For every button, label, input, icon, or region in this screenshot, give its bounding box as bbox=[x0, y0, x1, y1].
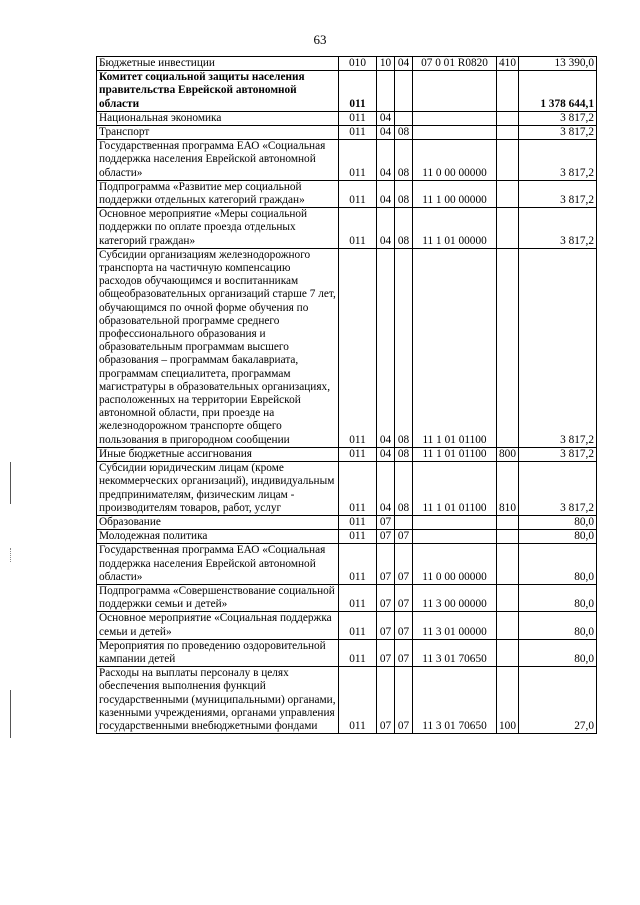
section-code: 07 bbox=[377, 667, 395, 734]
row-name: Государственная программа ЕАО «Социальная поддержка населения Еврейской автономной области» bbox=[97, 140, 339, 181]
row-name: Образование bbox=[97, 515, 339, 529]
amount: 3 817,2 bbox=[519, 462, 597, 516]
subsection-code: 07 bbox=[395, 544, 413, 585]
subsection-code: 07 bbox=[395, 584, 413, 611]
expense-type-code bbox=[497, 71, 519, 112]
row-name: Государственная программа ЕАО «Социальная поддержка населения Еврейской автономной области» bbox=[97, 544, 339, 585]
ved-code: 011 bbox=[339, 447, 377, 461]
section-code: 07 bbox=[377, 584, 395, 611]
amount: 3 817,2 bbox=[519, 111, 597, 125]
amount: 80,0 bbox=[519, 530, 597, 544]
ved-code: 011 bbox=[339, 515, 377, 529]
ved-code: 011 bbox=[339, 584, 377, 611]
target-item-code: 11 1 01 00000 bbox=[413, 208, 497, 249]
section-code: 07 bbox=[377, 639, 395, 666]
ved-code: 011 bbox=[339, 180, 377, 207]
table-row bbox=[97, 180, 597, 207]
section-code: 07 bbox=[377, 530, 395, 544]
ved-code: 011 bbox=[339, 140, 377, 181]
row-name: Основное мероприятие «Социальная поддержка семьи и детей» bbox=[97, 612, 339, 639]
ved-code: 011 bbox=[339, 71, 377, 112]
target-item-code: 11 1 01 01100 bbox=[413, 248, 497, 447]
amount: 80,0 bbox=[519, 639, 597, 666]
expense-type-code bbox=[497, 180, 519, 207]
subsection-code: 08 bbox=[395, 180, 413, 207]
ved-code: 011 bbox=[339, 208, 377, 249]
amount: 3 817,2 bbox=[519, 248, 597, 447]
target-item-code: 11 1 01 01100 bbox=[413, 462, 497, 516]
budget-table bbox=[96, 56, 597, 734]
page-number: 63 bbox=[313, 32, 327, 47]
expense-type-code bbox=[497, 208, 519, 249]
row-name: Комитет социальной защиты населения правительства Еврейской автономной области bbox=[97, 71, 339, 112]
target-item-code bbox=[413, 126, 497, 140]
expense-type-code bbox=[497, 612, 519, 639]
amount: 27,0 bbox=[519, 667, 597, 734]
amount: 1 378 644,1 bbox=[519, 71, 597, 112]
table-row bbox=[97, 57, 597, 71]
section-code: 04 bbox=[377, 111, 395, 125]
table-row bbox=[97, 71, 597, 112]
target-item-code: 07 0 01 R0820 bbox=[413, 57, 497, 71]
ved-code: 011 bbox=[339, 544, 377, 585]
scan-margin-line bbox=[10, 690, 11, 738]
section-code: 04 bbox=[377, 140, 395, 181]
row-name: Основное мероприятие «Меры социальной поддержки по оплате проезда отдельных категорий граждан» bbox=[97, 208, 339, 249]
section-code: 04 bbox=[377, 462, 395, 516]
subsection-code bbox=[395, 111, 413, 125]
row-name: Национальная экономика bbox=[97, 111, 339, 125]
ved-code: 011 bbox=[339, 111, 377, 125]
expense-type-code: 100 bbox=[497, 667, 519, 734]
target-item-code bbox=[413, 71, 497, 112]
table-row bbox=[97, 140, 597, 181]
table-row bbox=[97, 111, 597, 125]
section-code: 10 bbox=[377, 57, 395, 71]
expense-type-code bbox=[497, 515, 519, 529]
table-row bbox=[97, 248, 597, 447]
subsection-code: 07 bbox=[395, 530, 413, 544]
row-name: Иные бюджетные ассигнования bbox=[97, 447, 339, 461]
expense-type-code bbox=[497, 248, 519, 447]
target-item-code bbox=[413, 515, 497, 529]
target-item-code: 11 1 01 01100 bbox=[413, 447, 497, 461]
section-code: 04 bbox=[377, 180, 395, 207]
section-code: 04 bbox=[377, 208, 395, 249]
target-item-code: 11 0 00 00000 bbox=[413, 544, 497, 585]
expense-type-code bbox=[497, 111, 519, 125]
section-code: 04 bbox=[377, 248, 395, 447]
row-name: Расходы на выплаты персоналу в целях обеспечения выполнения функций государственными (муниципальными) органами, казенными учреждениями, органами управления государственными внебюджетными фондами bbox=[97, 667, 339, 734]
amount: 3 817,2 bbox=[519, 447, 597, 461]
amount: 80,0 bbox=[519, 544, 597, 585]
row-name: Бюджетные инвестиции bbox=[97, 57, 339, 71]
subsection-code: 04 bbox=[395, 57, 413, 71]
subsection-code: 07 bbox=[395, 639, 413, 666]
table-row bbox=[97, 612, 597, 639]
row-name: Субсидии организациям железнодорожного транспорта на частичную компенсацию расходов обучающимся и воспитанникам общеобразовательных организаций старше 7 лет, обучающимся по очной форме обучения по образовательной программе среднего профессионального образования и образовательным программам высшего образования – программам бакалавриата, программам специалитета, программам магистратуры в образовательных организациях, расположенных на территории Еврейской автономной области, при проезде на железнодорожном транспорте общего пользования в пригородном сообщении bbox=[97, 248, 339, 447]
row-name: Субсидии юридическим лицам (кроме некоммерческих организаций), индивидуальным предпринимателям, физическим лицам - производителям товаров, работ, услуг bbox=[97, 462, 339, 516]
table-row bbox=[97, 639, 597, 666]
section-code: 04 bbox=[377, 126, 395, 140]
table-row bbox=[97, 447, 597, 461]
ved-code: 011 bbox=[339, 462, 377, 516]
table-row bbox=[97, 667, 597, 734]
target-item-code: 11 1 00 00000 bbox=[413, 180, 497, 207]
row-name: Подпрограмма «Совершенствование социальной поддержки семьи и детей» bbox=[97, 584, 339, 611]
row-name: Транспорт bbox=[97, 126, 339, 140]
scan-margin-line bbox=[10, 462, 11, 504]
ved-code: 011 bbox=[339, 248, 377, 447]
ved-code: 011 bbox=[339, 639, 377, 666]
section-code: 07 bbox=[377, 515, 395, 529]
subsection-code: 07 bbox=[395, 612, 413, 639]
ved-code: 011 bbox=[339, 612, 377, 639]
row-name: Молодежная политика bbox=[97, 530, 339, 544]
expense-type-code bbox=[497, 126, 519, 140]
section-code: 07 bbox=[377, 612, 395, 639]
table-row bbox=[97, 544, 597, 585]
expense-type-code: 810 bbox=[497, 462, 519, 516]
target-item-code: 11 3 01 00000 bbox=[413, 612, 497, 639]
ved-code: 011 bbox=[339, 126, 377, 140]
amount: 3 817,2 bbox=[519, 180, 597, 207]
amount: 80,0 bbox=[519, 612, 597, 639]
expense-type-code bbox=[497, 544, 519, 585]
subsection-code bbox=[395, 515, 413, 529]
ved-code: 010 bbox=[339, 57, 377, 71]
subsection-code: 08 bbox=[395, 208, 413, 249]
table-row bbox=[97, 208, 597, 249]
expense-type-code bbox=[497, 530, 519, 544]
scan-margin-dots bbox=[10, 548, 12, 562]
subsection-code: 08 bbox=[395, 126, 413, 140]
table-row bbox=[97, 584, 597, 611]
target-item-code: 11 3 01 70650 bbox=[413, 667, 497, 734]
row-name: Подпрограмма «Развитие мер социальной поддержки отдельных категорий граждан» bbox=[97, 180, 339, 207]
row-name: Мероприятия по проведению оздоровительной кампании детей bbox=[97, 639, 339, 666]
expense-type-code bbox=[497, 639, 519, 666]
amount: 3 817,2 bbox=[519, 126, 597, 140]
expense-type-code bbox=[497, 584, 519, 611]
subsection-code: 08 bbox=[395, 462, 413, 516]
table-row bbox=[97, 126, 597, 140]
table-row bbox=[97, 462, 597, 516]
amount: 3 817,2 bbox=[519, 140, 597, 181]
subsection-code bbox=[395, 71, 413, 112]
target-item-code bbox=[413, 530, 497, 544]
subsection-code: 08 bbox=[395, 447, 413, 461]
expense-type-code: 410 bbox=[497, 57, 519, 71]
section-code: 07 bbox=[377, 544, 395, 585]
ved-code: 011 bbox=[339, 530, 377, 544]
target-item-code: 11 3 01 70650 bbox=[413, 639, 497, 666]
subsection-code: 08 bbox=[395, 248, 413, 447]
section-code bbox=[377, 71, 395, 112]
amount: 3 817,2 bbox=[519, 208, 597, 249]
expense-type-code: 800 bbox=[497, 447, 519, 461]
ved-code: 011 bbox=[339, 667, 377, 734]
amount: 80,0 bbox=[519, 515, 597, 529]
table-row bbox=[97, 530, 597, 544]
section-code: 04 bbox=[377, 447, 395, 461]
target-item-code: 11 0 00 00000 bbox=[413, 140, 497, 181]
expense-type-code bbox=[497, 140, 519, 181]
amount: 13 390,0 bbox=[519, 57, 597, 71]
table-row bbox=[97, 515, 597, 529]
target-item-code bbox=[413, 111, 497, 125]
subsection-code: 07 bbox=[395, 667, 413, 734]
subsection-code: 08 bbox=[395, 140, 413, 181]
target-item-code: 11 3 00 00000 bbox=[413, 584, 497, 611]
amount: 80,0 bbox=[519, 584, 597, 611]
